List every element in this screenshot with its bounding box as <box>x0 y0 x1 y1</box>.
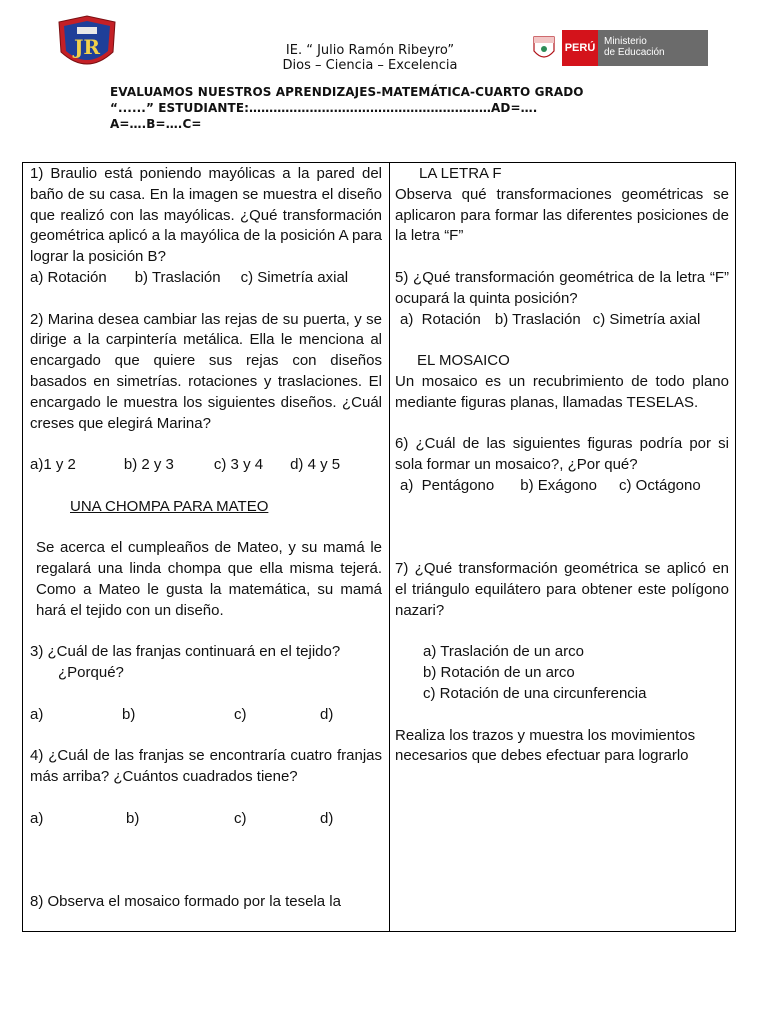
left-column <box>30 164 382 913</box>
question-6: 6) ¿Cuál de las siguientes figuras podría por si sola formar un mosaico?, ¿Por qué? <box>395 435 729 474</box>
section-title-chompa: UNA CHOMPA PARA MATEO <box>70 497 269 515</box>
option: b) <box>126 809 140 827</box>
option: b) Traslación <box>134 268 221 286</box>
option: b) <box>122 705 136 723</box>
option: b) Traslación <box>494 310 581 328</box>
question-7: 7) ¿Qué transformación geométrica se aplicó en el triángulo equilátero para obtener este polígono nazari? <box>395 560 729 619</box>
question-7-option-a: a) Traslación de un arco <box>423 643 584 661</box>
ministry-logo <box>529 30 709 66</box>
option: a) Pentágono <box>400 476 495 494</box>
option: c) Octágono <box>618 476 701 494</box>
peru-coat-of-arms-icon <box>529 33 559 63</box>
question-5: 5) ¿Qué transformación geométrica de la letra “F” ocupará la quinta posición? <box>395 268 729 307</box>
peru-label: PERÚ <box>562 30 598 66</box>
option: d) <box>320 809 334 827</box>
question-6-options <box>395 476 729 497</box>
question-table <box>22 162 736 932</box>
question-7-option-b: b) Rotación de un arco <box>423 664 575 682</box>
option: d) <box>320 705 334 723</box>
ministry-label <box>598 30 708 66</box>
option: d) 4 y 5 <box>290 456 341 474</box>
question-1-options <box>30 268 382 289</box>
option: a) <box>30 809 44 827</box>
column-divider <box>389 163 390 931</box>
option: a) Rotación <box>30 268 107 286</box>
option: b) 2 y 3 <box>123 456 174 474</box>
question-3-cont: ¿Porqué? <box>58 664 124 682</box>
option: c) 3 y 4 <box>213 456 264 474</box>
question-4: 4) ¿Cuál de las franjas se encontraría cuatro franjas más arriba? ¿Cuántos cuadrados tiene? <box>30 747 382 786</box>
option: a) Rotación <box>400 310 481 328</box>
mosaico-text: Un mosaico es un recubrimiento de todo plano mediante figuras planas, llamadas TESELAS. <box>395 372 729 411</box>
school-name: IE. “ Julio Ramón Ribeyro” <box>285 43 455 58</box>
exam-title-line1: EVALUAMOS NUESTROS APRENDIZAJES-MATEMÁTICA-CUARTO GRADO <box>110 85 584 99</box>
question-7-option-c: c) Rotación de una circunferencia <box>423 684 647 702</box>
option: c) Simetría axial <box>240 268 349 286</box>
option: a) <box>30 705 44 723</box>
question-8: 8) Observa el mosaico formado por la tesela la <box>30 892 341 910</box>
option: c) Simetría axial <box>592 310 701 328</box>
option: b) Exágono <box>520 476 597 494</box>
student-line: “......” ESTUDIANTE:……………………………………………………AD=…. <box>110 101 538 115</box>
school-logo <box>55 14 119 74</box>
section-title-letra-f: LA LETRA F <box>419 165 502 182</box>
chompa-intro: Se acerca el cumpleaños de Mateo, y su mamá le regalará una linda chompa que ella misma tejerá. Como a Mateo le gusta la matemática, su mamá hará el tejido con un diseño. <box>36 539 382 619</box>
option: a)1 y 2 <box>30 456 76 474</box>
instruction-text: Realiza los trazos y muestra los movimientos necesarios que debes efectuar para lograrlo <box>395 726 696 765</box>
question-1: 1) Braulio está poniendo mayólicas a la pared del baño de su casa. En la imagen se muestra el diseño que realizó con las mayólicas. ¿Qué transformación geométrica aplicó a la mayólica de la posición A para lograr la posición B? <box>30 165 382 266</box>
right-column <box>395 164 729 767</box>
option: c) <box>234 809 247 827</box>
ministry-line1: Ministerio <box>604 36 647 47</box>
school-header <box>200 43 540 73</box>
letra-f-text: Observa qué transformaciones geométricas se aplicaron para formar las diferentes posiciones de la letra “F” <box>395 185 729 245</box>
school-shield-icon <box>55 14 119 74</box>
grade-line: A=….B=….C= <box>110 117 202 131</box>
exam-title <box>110 84 630 132</box>
question-3: 3) ¿Cuál de las franjas continuará en el tejido? <box>30 643 341 661</box>
section-title-mosaico: EL MOSAICO <box>417 352 510 370</box>
ministry-line2: de Educación <box>604 47 665 58</box>
option: c) <box>234 705 247 723</box>
question-3-options <box>30 705 382 726</box>
question-5-options <box>395 310 729 331</box>
question-2-options <box>30 455 382 476</box>
question-2: 2) Marina desea cambiar las rejas de su puerta, y se dirige a la carpintería metálica. Ella le menciona al encargado que quiere sus rejas con diseños basados en simetrías. rotaciones y traslaciones. El encargado le muestra los siguientes diseños. ¿Cuál creses que elegirá Marina? <box>30 310 382 432</box>
question-4-options <box>30 809 382 830</box>
school-motto: Dios – Ciencia – Excelencia <box>282 58 458 73</box>
svg-text:JR: JR <box>73 35 101 59</box>
